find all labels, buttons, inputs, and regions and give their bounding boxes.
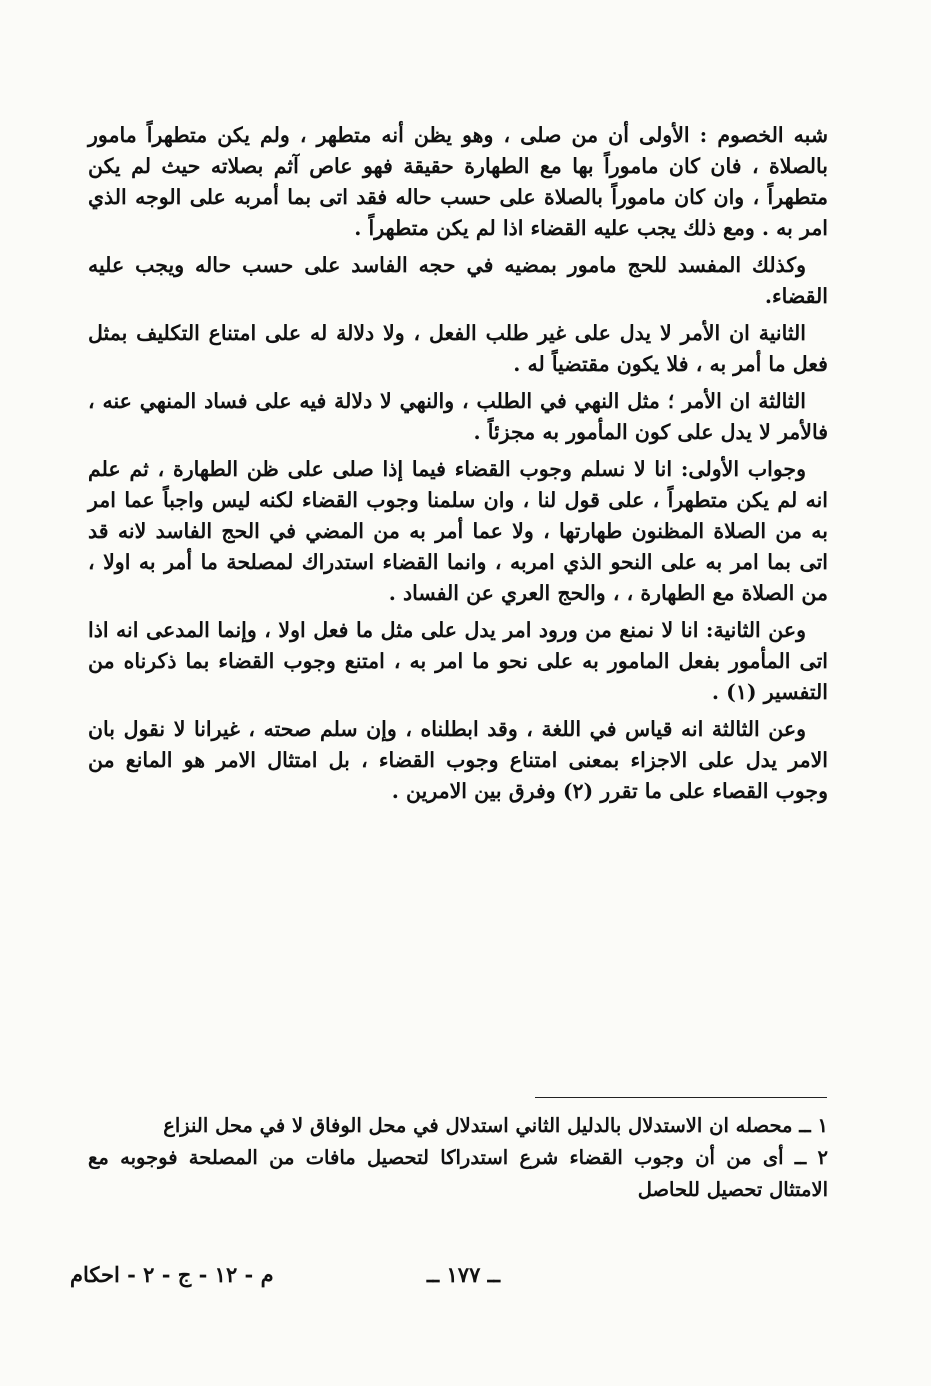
paragraph: وعن الثانية: انا لا نمنع من ورود امر يدل على مثل ما فعل اولا ، وإنما المدعى انه اذا اتى المأمور بفعل المامور به على نحو ما امر به ، امتنع وجوب القضاء بما ذكرناه من التفسير (١) . xyxy=(88,618,828,704)
footnote-divider xyxy=(535,1097,827,1098)
footnote: ١ ــ محصله ان الاستدلال بالدليل الثاني استدلال في محل الوفاق لا في محل النزاع xyxy=(163,1114,828,1137)
footnotes xyxy=(88,1110,828,1206)
page-number: ــ ١٧٧ ــ xyxy=(426,1262,500,1287)
paragraph: الثالثة ان الأمر ؛ مثل النهي في الطلب ، والنهي لا دلالة فيه على فساد المنهي عنه ، فالأمر لا يدل على كون المأمور به مجزئاً . xyxy=(88,389,828,444)
paragraph: وعن الثالثة انه قياس في اللغة ، وقد ابطلناه ، وإن سلم صحته ، غيرانا لا نقول بان الامر يدل على الاجزاء بمعنى امتناع وجوب القضاء ، بل امتثال الامر هو المانع من وجوب القصاء على ما تقرر (٢) وفرق بين الامرين . xyxy=(88,717,828,803)
paragraph: شبه الخصوم : الأولى أن من صلى ، وهو يظن أنه متطهر ، ولم يكن متطهراً مامور بالصلاة ، فان كان ماموراً بها مع الطهارة حقيقة فهو عاص آثم بصلاته حيث لم يكن متطهراً ، وان كان ماموراً بالصلاة على حسب حاله فقد اتى بما أمربه على الوجه الذي امر به . ومع ذلك يجب عليه القضاء اذا لم يكن متطهراً . xyxy=(88,123,828,240)
paragraph: الثانية ان الأمر لا يدل على غير طلب الفعل ، ولا دلالة له على امتناع التكليف بمثل فعل ما أمر به ، فلا يكون مقتضياً له . xyxy=(88,321,828,376)
paragraph: وكذلك المفسد للحج مامور بمضيه في حجه الفاسد على حسب حاله ويجب عليه القضاء. xyxy=(88,253,828,308)
paragraph: وجواب الأولى: انا لا نسلم وجوب القضاء فيما إذا صلى على ظن الطهارة ، ثم علم انه لم يكن متطهراً ، على قول لنا ، وان سلمنا وجوب القضاء لكنه ليس واجباً عما امر به من الصلاة المظنون طهارتها ، ولا عما أمر به من المضي في الحج الفاسد لانه قد اتى بما امر به على النحو الذي امربه ، وانما القضاء استدراك لمصلحة ما أمر به اولا ، من الصلاة مع الطهارة ، ، والحج العري عن الفساد . xyxy=(88,457,828,605)
page-footer xyxy=(70,1262,830,1302)
footnote: ٢ ــ أى من أن وجوب القضاء شرع استدراكا لتحصيل مافات من المصلحة فوجوبه مع الامتثال تحصيل للحاصل xyxy=(88,1146,828,1201)
main-text xyxy=(88,120,828,813)
printer-signature: م - ١٢ - ج - ٢ - احكام xyxy=(70,1262,274,1287)
